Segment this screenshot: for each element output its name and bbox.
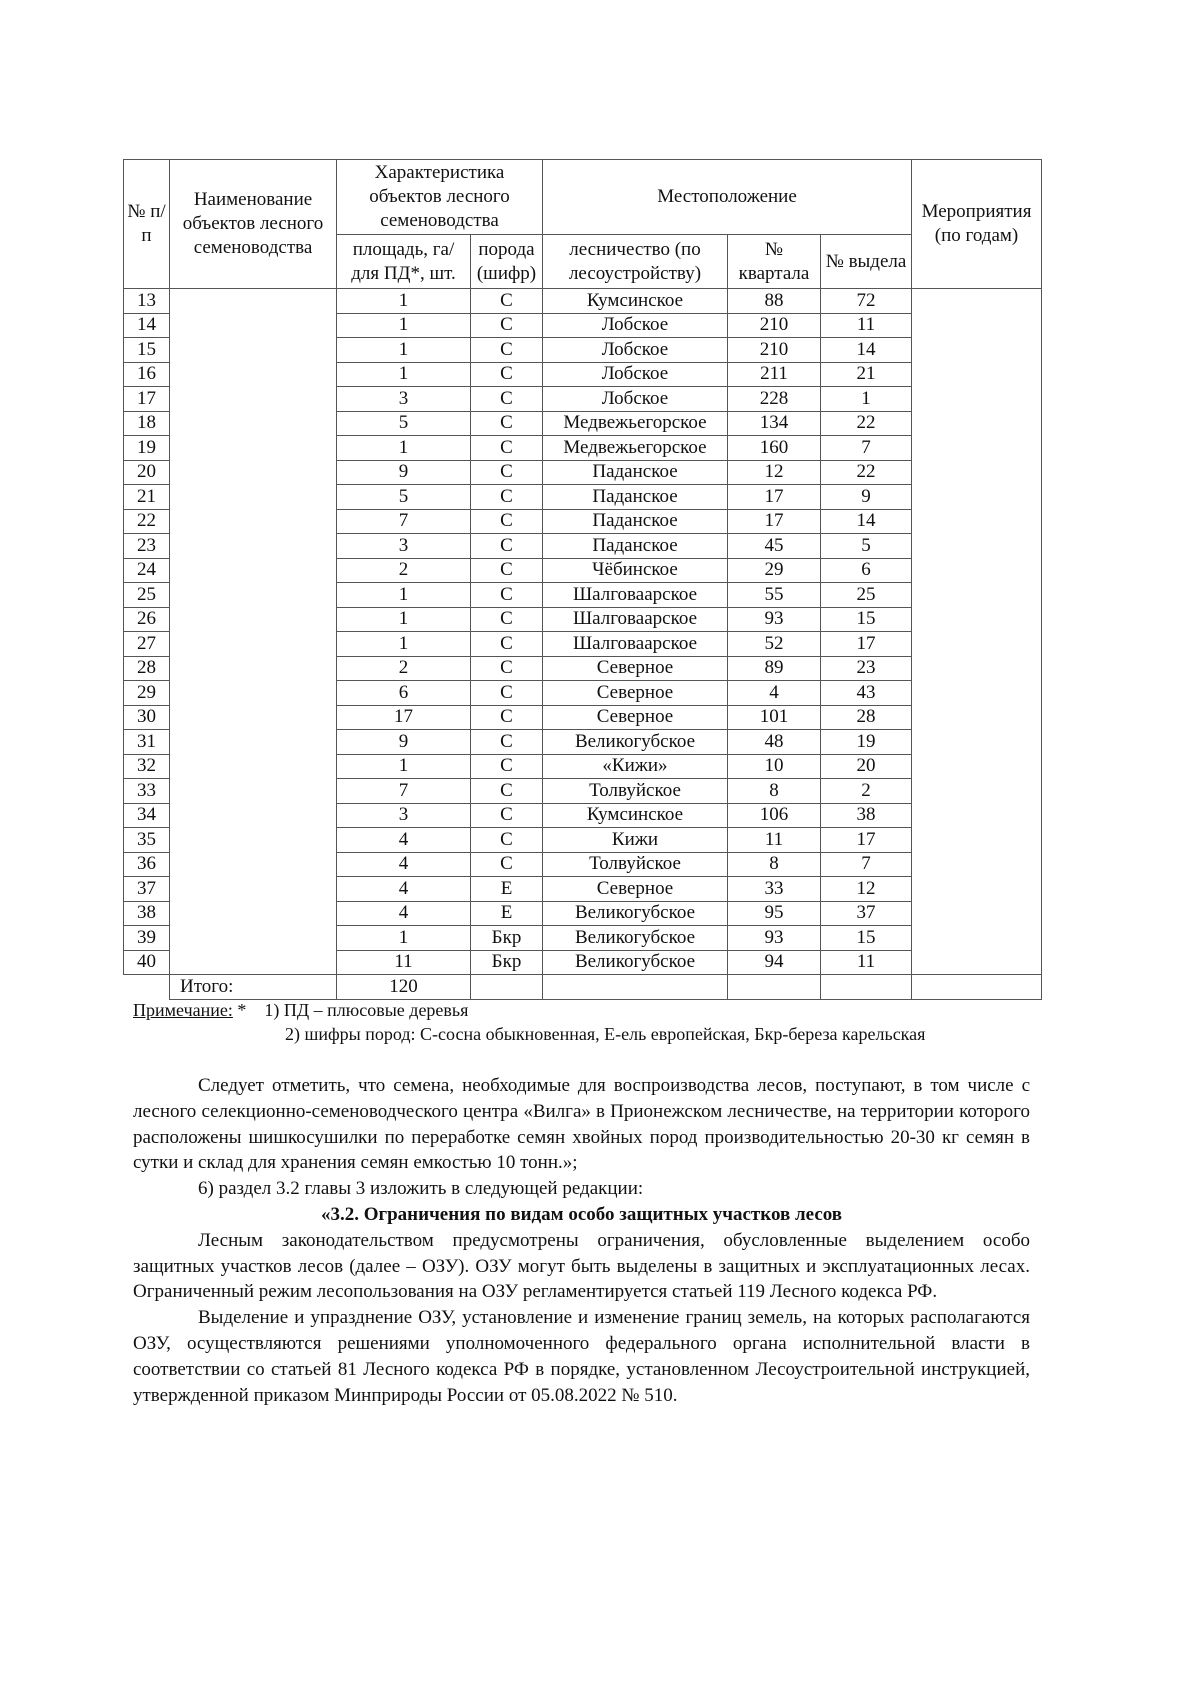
cell-section: 19 (821, 730, 912, 755)
cell-name (170, 289, 337, 975)
cell-section: 21 (821, 362, 912, 387)
cell-quarter: 33 (728, 877, 821, 902)
cell-forestry: «Кижи» (543, 754, 728, 779)
cell-breed: С (471, 852, 543, 877)
cell-num: 36 (124, 852, 170, 877)
header-name: Наименование объектов лесного семеноводства (170, 160, 337, 289)
cell-forestry: Кижи (543, 828, 728, 853)
cell-quarter: 11 (728, 828, 821, 853)
cell-area: 1 (337, 289, 471, 314)
cell-area: 3 (337, 534, 471, 559)
cell-area: 1 (337, 338, 471, 363)
cell-section: 2 (821, 779, 912, 804)
cell-forestry: Великогубское (543, 901, 728, 926)
cell-breed: С (471, 338, 543, 363)
cell-breed: С (471, 705, 543, 730)
cell-num: 37 (124, 877, 170, 902)
cell-forestry: Лобское (543, 313, 728, 338)
cell-forestry: Северное (543, 681, 728, 706)
cell-quarter: 94 (728, 950, 821, 975)
empty-cell (124, 975, 170, 1000)
cell-area: 4 (337, 828, 471, 853)
cell-section: 72 (821, 289, 912, 314)
cell-num: 20 (124, 460, 170, 485)
cell-section: 38 (821, 803, 912, 828)
cell-num: 39 (124, 926, 170, 951)
cell-num: 28 (124, 656, 170, 681)
cell-breed: С (471, 411, 543, 436)
note-1: 1) ПД – плюсовые деревья (264, 1000, 469, 1020)
table-row (124, 289, 1042, 314)
cell-num: 33 (124, 779, 170, 804)
cell-breed: С (471, 730, 543, 755)
cell-section: 20 (821, 754, 912, 779)
cell-section: 14 (821, 509, 912, 534)
cell-quarter: 4 (728, 681, 821, 706)
cell-quarter: 101 (728, 705, 821, 730)
cell-breed: Бкр (471, 926, 543, 951)
cell-area: 3 (337, 387, 471, 412)
cell-forestry: Медвежьегорское (543, 411, 728, 436)
cell-breed: С (471, 362, 543, 387)
cell-num: 31 (124, 730, 170, 755)
cell-num: 15 (124, 338, 170, 363)
cell-forestry: Лобское (543, 387, 728, 412)
cell-num: 23 (124, 534, 170, 559)
cell-num: 29 (124, 681, 170, 706)
cell-num: 25 (124, 583, 170, 608)
cell-quarter: 228 (728, 387, 821, 412)
cell-breed: С (471, 656, 543, 681)
paragraph: Выделение и упразднение ОЗУ, установление и изменение границ земель, на которых располагаются ОЗУ, осуществляются решениями уполномоченного федерального органа исполнительной власти в соответствии со статьей 81 Лесного кодекса РФ в порядке, установленном Лесоустроительной инструкцией, утвержденной приказом Минприроды России от 05.08.2022 № 510. (133, 1307, 1030, 1406)
cell-section: 15 (821, 607, 912, 632)
cell-forestry: Медвежьегорское (543, 436, 728, 461)
cell-area: 6 (337, 681, 471, 706)
cell-forestry: Паданское (543, 509, 728, 534)
cell-num: 34 (124, 803, 170, 828)
cell-forestry: Толвуйское (543, 852, 728, 877)
cell-forestry: Кумсинское (543, 803, 728, 828)
cell-quarter: 93 (728, 607, 821, 632)
cell-num: 18 (124, 411, 170, 436)
cell-section: 23 (821, 656, 912, 681)
cell-breed: С (471, 509, 543, 534)
cell-forestry: Паданское (543, 534, 728, 559)
cell-quarter: 134 (728, 411, 821, 436)
note-line-1 (133, 1000, 468, 1021)
cell-breed: С (471, 289, 543, 314)
cell-breed: С (471, 485, 543, 510)
cell-area: 4 (337, 877, 471, 902)
cell-num: 40 (124, 950, 170, 975)
cell-num: 17 (124, 387, 170, 412)
paragraph: Следует отметить, что семена, необходимые для воспроизводства лесов, поступают, в том числе с лесного селекционно-семеноводческого центра «Вилга» в Прионежском лесничестве, на территории которого расположены шишкосушилки по переработке семян хвойных пород производительностью 20-30 кг семян в сутки и склад для хранения семян емкостью 10 тонн.»; (133, 1075, 1030, 1174)
cell-breed: С (471, 803, 543, 828)
cell-section: 17 (821, 828, 912, 853)
empty-cell (728, 975, 821, 1000)
cell-quarter: 106 (728, 803, 821, 828)
cell-area: 4 (337, 901, 471, 926)
cell-num: 30 (124, 705, 170, 730)
cell-quarter: 48 (728, 730, 821, 755)
cell-quarter: 17 (728, 485, 821, 510)
cell-breed: С (471, 828, 543, 853)
cell-quarter: 88 (728, 289, 821, 314)
cell-breed: С (471, 387, 543, 412)
cell-quarter: 8 (728, 779, 821, 804)
cell-area: 11 (337, 950, 471, 975)
cell-num: 27 (124, 632, 170, 657)
cell-quarter: 95 (728, 901, 821, 926)
cell-area: 7 (337, 509, 471, 534)
cell-breed: С (471, 313, 543, 338)
empty-cell (821, 975, 912, 1000)
cell-area: 1 (337, 632, 471, 657)
cell-section: 17 (821, 632, 912, 657)
cell-area: 1 (337, 313, 471, 338)
header-section: № выдела (821, 235, 912, 289)
cell-section: 9 (821, 485, 912, 510)
cell-section: 7 (821, 436, 912, 461)
header-forestry: лесничество (по лесоустройству) (543, 235, 728, 289)
cell-quarter: 45 (728, 534, 821, 559)
cell-section: 1 (821, 387, 912, 412)
cell-forestry: Великогубское (543, 926, 728, 951)
cell-quarter: 8 (728, 852, 821, 877)
cell-num: 22 (124, 509, 170, 534)
cell-quarter: 55 (728, 583, 821, 608)
cell-area: 9 (337, 730, 471, 755)
cell-area: 1 (337, 362, 471, 387)
cell-area: 9 (337, 460, 471, 485)
cell-events (912, 289, 1042, 975)
total-value: 120 (337, 975, 471, 1000)
cell-forestry: Великогубское (543, 950, 728, 975)
body-text (133, 1073, 1030, 1408)
cell-num: 13 (124, 289, 170, 314)
empty-cell (912, 975, 1042, 1000)
cell-breed: С (471, 779, 543, 804)
cell-forestry: Кумсинское (543, 289, 728, 314)
header-num: № п/п (124, 160, 170, 289)
cell-section: 5 (821, 534, 912, 559)
seed-objects-table (123, 159, 1042, 1000)
cell-num: 38 (124, 901, 170, 926)
cell-breed: Е (471, 901, 543, 926)
cell-breed: С (471, 754, 543, 779)
cell-area: 2 (337, 558, 471, 583)
cell-area: 1 (337, 436, 471, 461)
header-characteristics: Характеристика объектов лесного семеноводства (337, 160, 543, 235)
cell-area: 1 (337, 754, 471, 779)
total-row (124, 975, 1042, 1000)
cell-forestry: Шалговаарское (543, 632, 728, 657)
cell-area: 17 (337, 705, 471, 730)
empty-cell (471, 975, 543, 1000)
cell-quarter: 29 (728, 558, 821, 583)
cell-forestry: Великогубское (543, 730, 728, 755)
header-breed: порода (шифр) (471, 235, 543, 289)
cell-num: 24 (124, 558, 170, 583)
cell-area: 1 (337, 926, 471, 951)
cell-quarter: 210 (728, 338, 821, 363)
header-area: площадь, га/ для ПД*, шт. (337, 235, 471, 289)
cell-forestry: Шалговаарское (543, 607, 728, 632)
cell-section: 12 (821, 877, 912, 902)
cell-forestry: Северное (543, 877, 728, 902)
cell-forestry: Северное (543, 705, 728, 730)
total-label: Итого: (170, 975, 337, 1000)
paragraph: 6) раздел 3.2 главы 3 изложить в следующей редакции: (198, 1178, 644, 1200)
cell-section: 15 (821, 926, 912, 951)
cell-area: 1 (337, 607, 471, 632)
cell-area: 5 (337, 411, 471, 436)
cell-forestry: Северное (543, 656, 728, 681)
cell-quarter: 52 (728, 632, 821, 657)
cell-quarter: 10 (728, 754, 821, 779)
cell-forestry: Шалговаарское (543, 583, 728, 608)
cell-section: 28 (821, 705, 912, 730)
cell-forestry: Толвуйское (543, 779, 728, 804)
cell-section: 22 (821, 460, 912, 485)
cell-forestry: Лобское (543, 362, 728, 387)
cell-quarter: 160 (728, 436, 821, 461)
cell-num: 14 (124, 313, 170, 338)
cell-num: 16 (124, 362, 170, 387)
note-2: 2) шифры пород: С-сосна обыкновенная, Е-ель европейская, Бкр-береза карельская (285, 1024, 926, 1044)
cell-area: 7 (337, 779, 471, 804)
section-heading: «3.2. Ограничения по видам особо защитных участков лесов (320, 1203, 843, 1225)
paragraph: Лесным законодательством предусмотрены ограничения, обусловленные выделением особо защитных участков лесов (далее – ОЗУ). ОЗУ могут быть выделены в защитных и эксплуатационных лесах. Ограниченный режим лесопользования на ОЗУ регламентируется статьей 119 Лесного кодекса РФ. (133, 1229, 1030, 1303)
cell-quarter: 210 (728, 313, 821, 338)
cell-section: 6 (821, 558, 912, 583)
header-location: Местоположение (543, 160, 912, 235)
cell-num: 19 (124, 436, 170, 461)
empty-cell (543, 975, 728, 1000)
cell-area: 3 (337, 803, 471, 828)
cell-section: 7 (821, 852, 912, 877)
cell-quarter: 12 (728, 460, 821, 485)
cell-forestry: Паданское (543, 485, 728, 510)
cell-breed: С (471, 632, 543, 657)
cell-forestry: Чёбинское (543, 558, 728, 583)
cell-section: 11 (821, 313, 912, 338)
cell-num: 21 (124, 485, 170, 510)
cell-area: 5 (337, 485, 471, 510)
cell-breed: С (471, 558, 543, 583)
cell-area: 4 (337, 852, 471, 877)
cell-quarter: 93 (728, 926, 821, 951)
cell-breed: С (471, 436, 543, 461)
cell-breed: С (471, 460, 543, 485)
cell-breed: С (471, 607, 543, 632)
cell-forestry: Паданское (543, 460, 728, 485)
cell-area: 2 (337, 656, 471, 681)
cell-quarter: 89 (728, 656, 821, 681)
cell-breed: С (471, 681, 543, 706)
cell-section: 25 (821, 583, 912, 608)
header-events: Мероприятия (по годам) (912, 160, 1042, 289)
cell-section: 11 (821, 950, 912, 975)
header-quarter: № квартала (728, 235, 821, 289)
cell-num: 32 (124, 754, 170, 779)
cell-forestry: Лобское (543, 338, 728, 363)
cell-section: 43 (821, 681, 912, 706)
cell-breed: С (471, 583, 543, 608)
cell-num: 26 (124, 607, 170, 632)
cell-quarter: 17 (728, 509, 821, 534)
cell-area: 1 (337, 583, 471, 608)
cell-section: 14 (821, 338, 912, 363)
cell-breed: Бкр (471, 950, 543, 975)
cell-section: 22 (821, 411, 912, 436)
cell-quarter: 211 (728, 362, 821, 387)
cell-section: 37 (821, 901, 912, 926)
cell-breed: С (471, 534, 543, 559)
cell-breed: Е (471, 877, 543, 902)
note-star: * (237, 1000, 247, 1020)
cell-num: 35 (124, 828, 170, 853)
note-label: Примечание: (133, 1000, 233, 1020)
